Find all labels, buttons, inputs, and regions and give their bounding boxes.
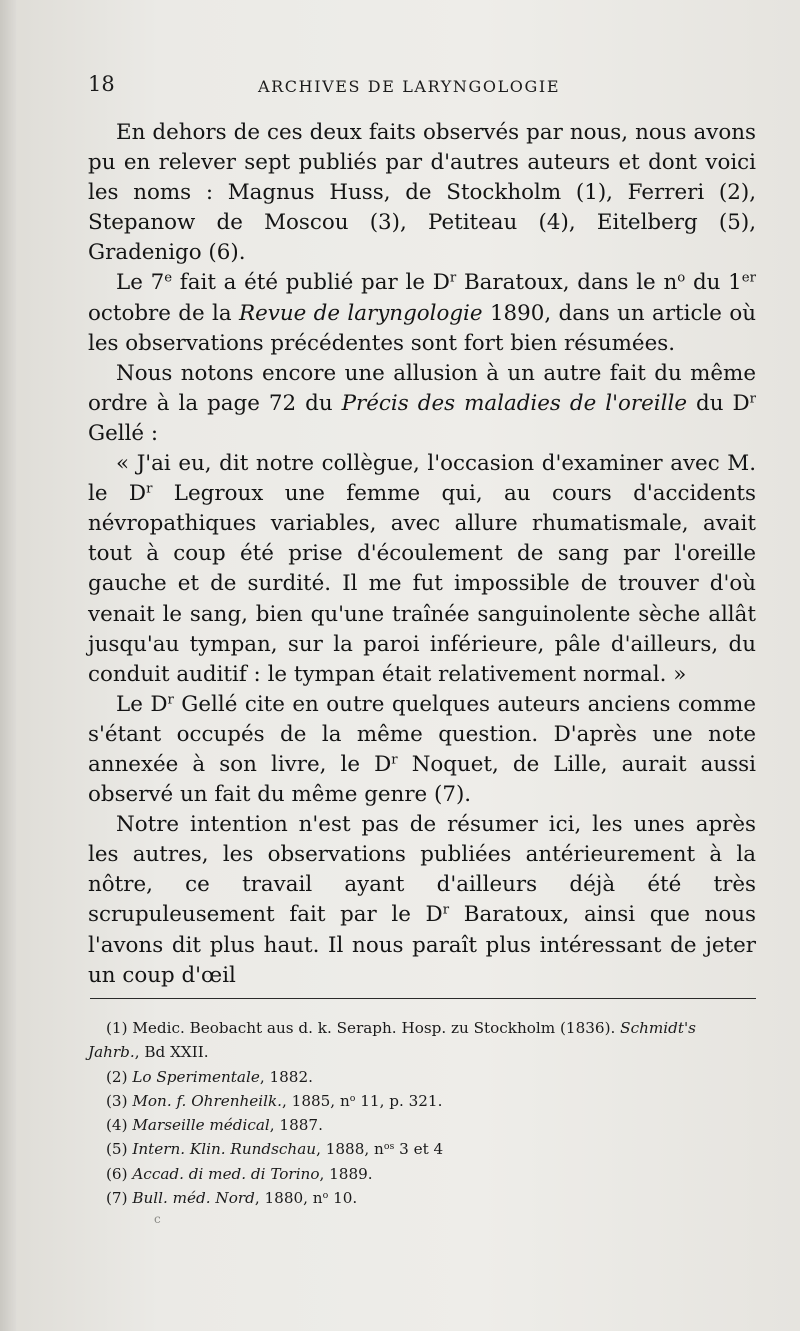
journal-title: Revue de laryngologie [239, 300, 483, 326]
page-number: 18 [88, 72, 115, 96]
running-head: ARCHIVES DE LARYNGOLOGIE [258, 77, 561, 96]
paragraph-3: Nous notons encore une allusion à un autre fait du même ordre à la page 72 du Précis des maladies de l'oreille du $D^r$ Gellé : [88, 360, 756, 446]
footnote-5: (5) Intern. Klin. Rundschau, 1888, $n^{os}$ 3 et 4 [106, 1140, 444, 1159]
printer-mark: c [154, 1212, 161, 1226]
footnote-divider [90, 998, 756, 999]
footnote-1: (1) Medic. Beobacht aus d. k. Seraph. Hosp. zu Stockholm (1836). Schmidt's [106, 1019, 696, 1037]
footnote-6: (6) Accad. di med. di Torino, 1889. [106, 1164, 373, 1183]
footnotes [88, 1016, 756, 1210]
paragraph-6: Notre intention n'est pas de résumer ici, les unes après les autres, les observations publiées antérieurement à la nôtre, ce travail ayant d'ailleurs déjà été très scrupuleusement fait par le $D^r$ Baratoux, ainsi que nous l'avons dit plus haut. Il nous paraît plus intéressant de jeter un coup d'œil [88, 812, 756, 988]
page-header [88, 72, 740, 104]
body-text [88, 118, 756, 991]
footnote-1-continued: Jahrb., Bd XXII. [88, 1043, 209, 1062]
footnote-3: (3) Mon. f. Ohrenheilk., 1885, $n^o$ 11, p. 321. [106, 1091, 443, 1110]
footnote-7: (7) Bull. méd. Nord, 1880, $n^o$ 10. [106, 1189, 358, 1208]
paragraph-1: En dehors de ces deux faits observés par nous, nous avons pu en relever sept publiés par d'autres auteurs et dont voici les noms : Magnus Huss, de Stockholm (1), Ferreri (2), Stepanow de Moscou (3), Petiteau (4), Eitelberg (5), Gradenigo (6). [88, 120, 756, 266]
book-title: Précis des maladies de l'oreille [341, 390, 687, 416]
paragraph-5: Le $D^r$ Gellé cite en outre quelques auteurs anciens comme s'étant occupés de la même question. D'après une note annexée à son livre, le $D^r$ Noquet, de Lille, aurait aussi observé un fait du même genre (7). [88, 691, 756, 808]
footnote-4: (4) Marseille médical, 1887. [106, 1116, 323, 1135]
paragraph-4-quote: « J'ai eu, dit notre collègue, l'occasion d'examiner avec M. le $D^r$ Legroux une femme qui, au cours d'accidents névropathiques variables, avec allure rhumatismale, avait tout à coup été prise d'écoulement de sang par l'oreille gauche et de surdité. Il me fut impossible de trouver d'où venait le sang, bien qu'une traînée sanguinolente sèche allât jusqu'au tympan, sur la paroi inférieure, pâle d'ailleurs, du conduit auditif : le tympan était relativement normal. » [88, 451, 757, 687]
page-gutter [0, 0, 16, 1331]
paragraph-2: Le 7e fait a été publié par le $D^r$ Baratoux, dans le $n^o$ du 1er octobre de la Revue de laryngologie 1890, dans un article où les observations précédentes sont fort bien résumées. [88, 270, 756, 356]
footnote-2: (2) Lo Sperimentale, 1882. [106, 1067, 313, 1086]
